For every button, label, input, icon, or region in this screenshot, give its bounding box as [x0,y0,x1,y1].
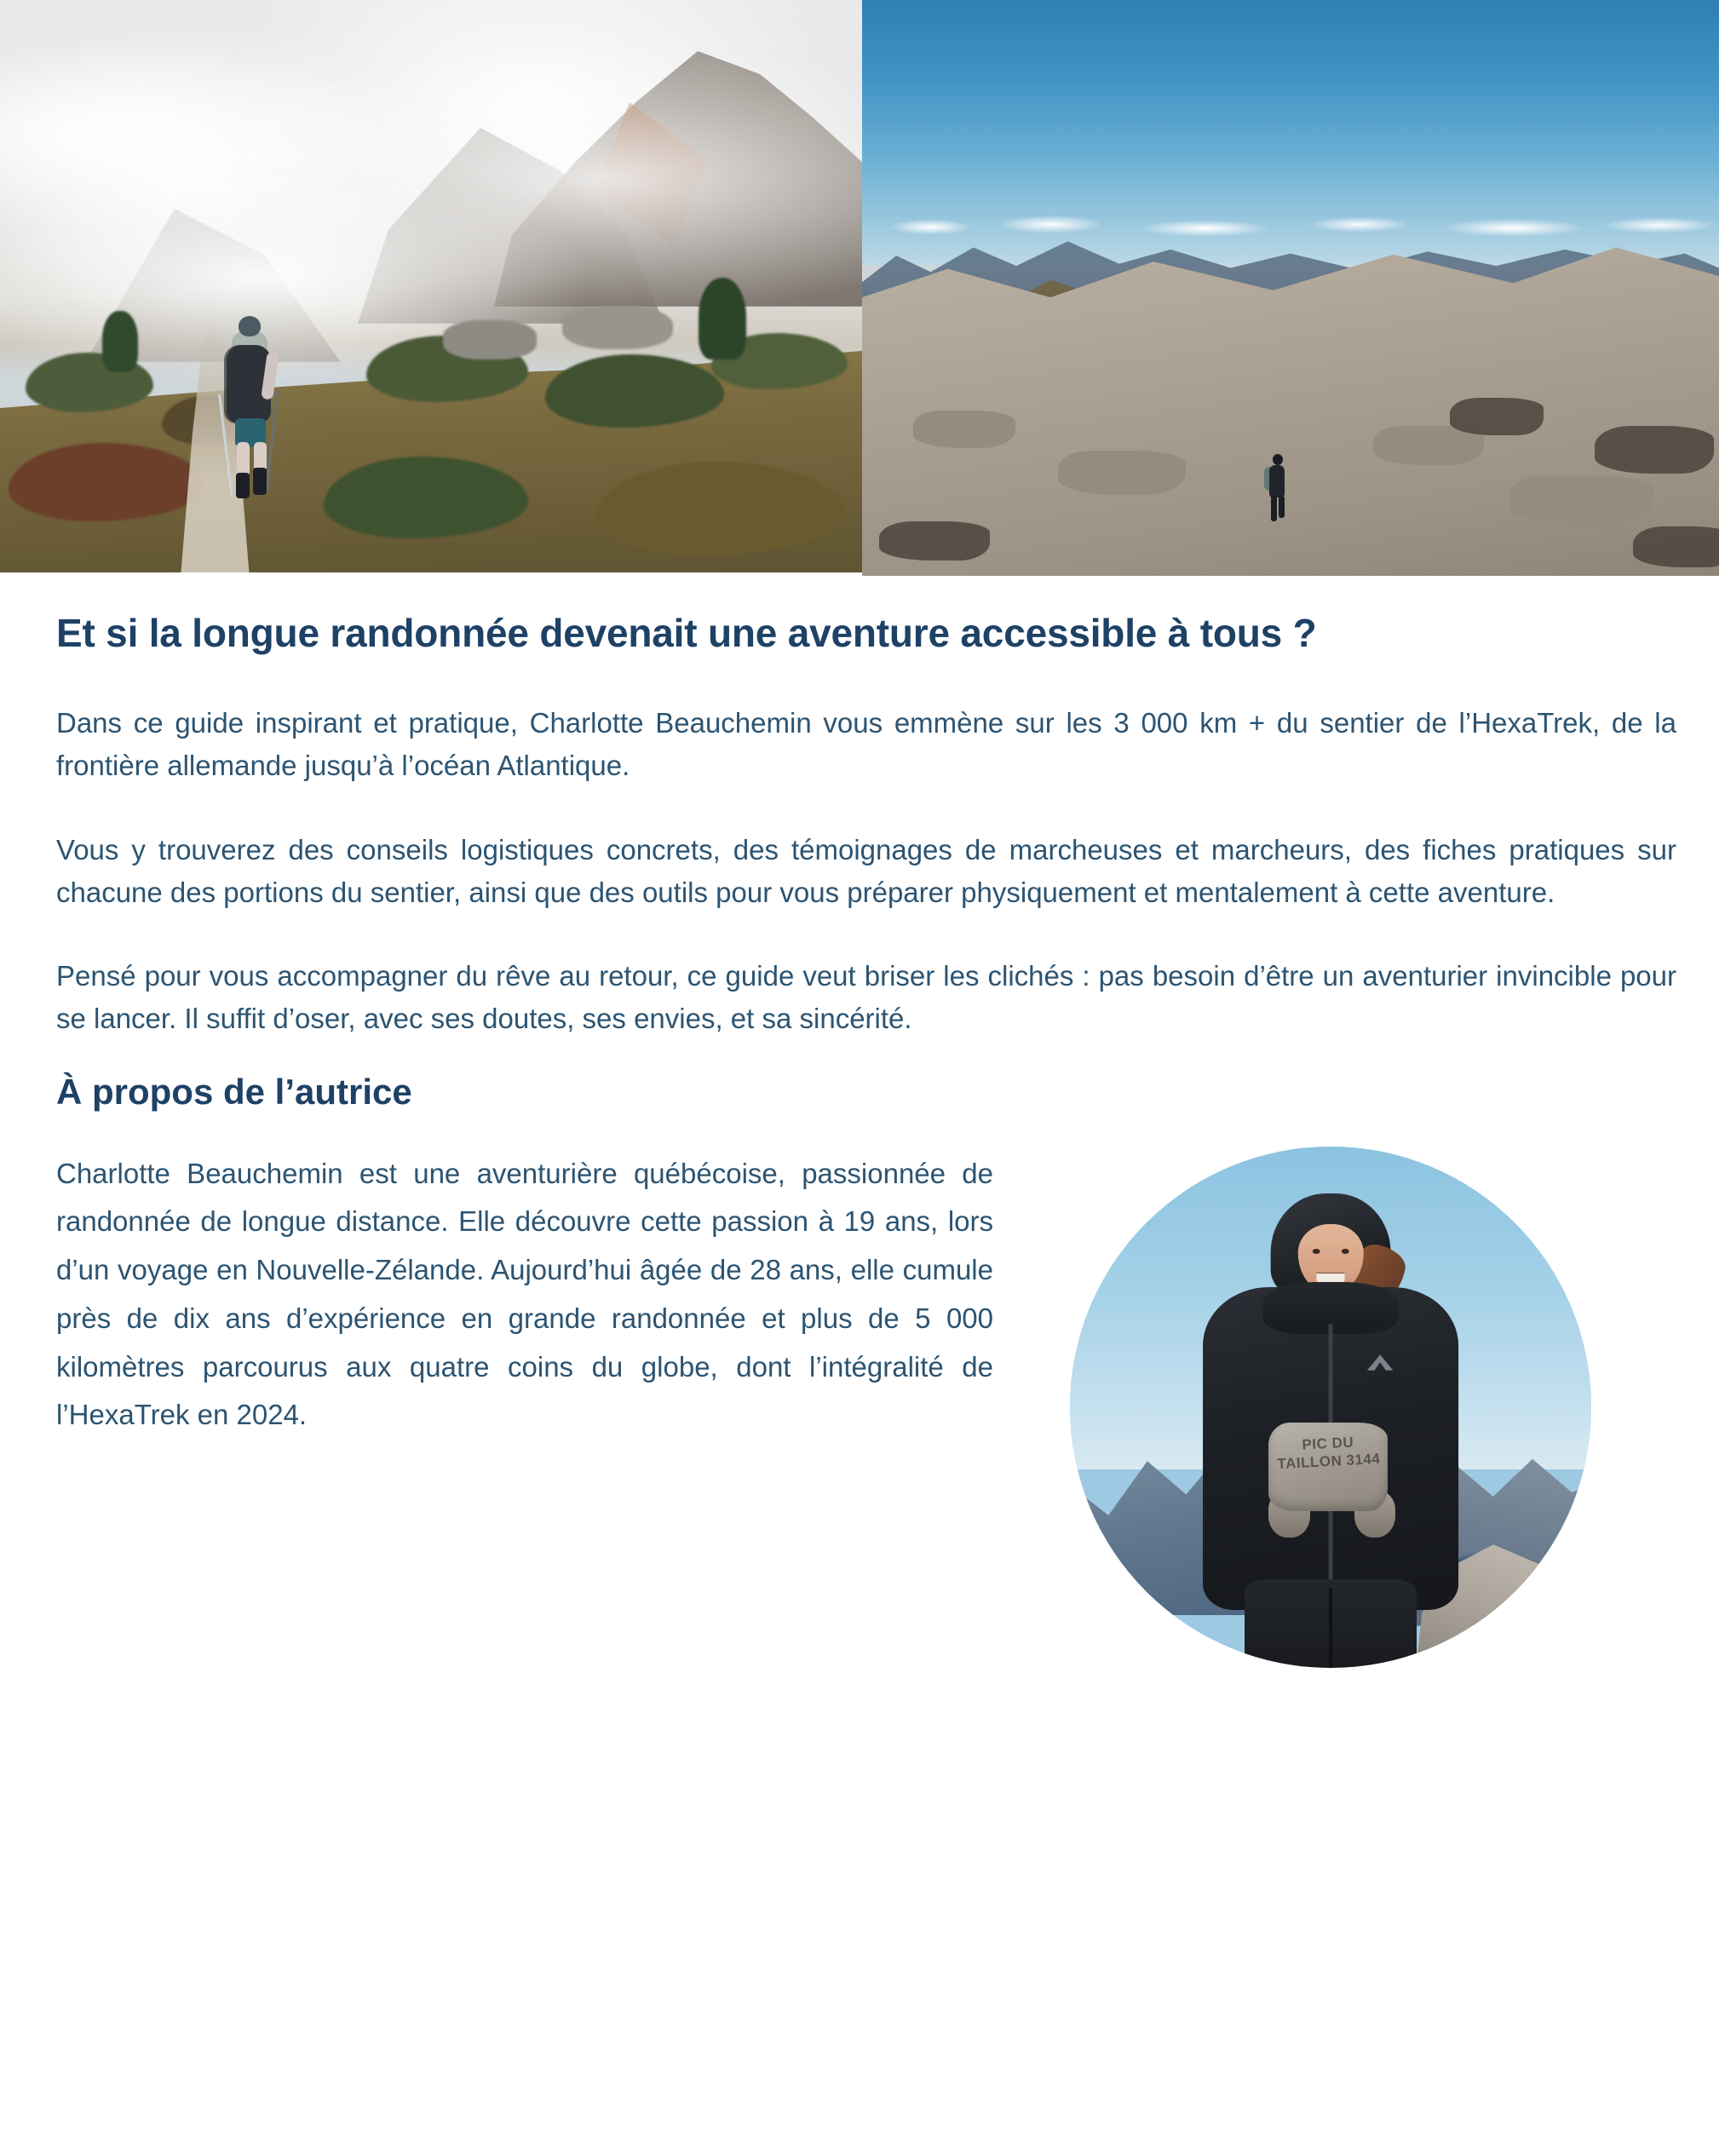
legs [1245,1579,1417,1668]
hiker-head [239,316,261,336]
hero-image-band [0,0,1725,576]
hiker-leg [254,442,267,471]
about-author-text [56,1150,993,1440]
hiker-leg [1271,496,1277,521]
intro-paragraph-2: Vous y trouverez des conseils logistiques concrets, des témoignages de marcheuses et marcheurs, des fiches pratiques sur chacune des portions du sentier, ainsi que des outils pour vous préparer physiquement et mentalement à cette aventure. [56,833,1676,908]
hiker-leg [237,442,250,476]
author-bio: Charlotte Beauchemin est une aventurière québécoise, passionnée de randonnée de longue distance. Elle découvre cette passion à 19 ans, lors d’un voyage en Nouvelle-Zélande. Aujourd’hui âgée de 28 ans, elle cumule près de dix ans d’expérience en grande randonnée et plus de 5 000 kilomètres parcourus aux quatre coins du globe, dont l’intégralité de l’HexaTrek en 2024. [56,1157,993,1431]
rock [1058,451,1186,495]
hiker-torso [1269,465,1285,497]
page-title: Et si la longue randonnée devenait une aventure accessible à tous ? [56,611,1317,655]
intro-paragraph-3: Pensé pour vous accompagner du rêve au retour, ce guide veut briser les clichés : pas besoin d’être un aventurier invincible pour se lancer. Il suffit d’oser, avec ses doutes, ses envies, et sa sincérité. [56,959,1676,1035]
hiker-figure [213,313,286,492]
dark-rock [1633,526,1719,567]
hiker-boot [236,473,250,498]
conifer [699,278,746,359]
boulder [443,320,537,359]
rocky-panorama-photo [862,0,1719,576]
hiker-figure [1262,451,1291,523]
about-author-section [56,1071,1676,1667]
dark-rock [1595,426,1714,474]
boulder [562,307,673,349]
about-author-title: À propos de l’autrice [56,1072,412,1112]
author-portrait [1070,1147,1591,1668]
cloud-band [862,213,1719,239]
content-column [56,610,1676,1668]
summit-stone-text: PIC DU TAILLON 3144 [1276,1433,1381,1472]
hiker-boot [253,468,267,495]
dark-rock [1450,398,1544,435]
rock [913,411,1015,448]
dark-rock [879,521,990,561]
intro-paragraph-1: Dans ce guide inspirant et pratique, Charlotte Beauchemin vous emmène sur les 3 000 km + du sentier de l’HexaTrek, de la frontière allemande jusqu’à l’océan Atlantique. [56,707,1676,782]
conifer [102,311,138,372]
about-author-row [56,1150,1676,1668]
hiker-leg [1279,496,1285,518]
misty-trail-photo [0,0,862,572]
hiker-head [1273,454,1283,465]
summit-stone [1268,1423,1389,1511]
rock [1509,475,1654,525]
